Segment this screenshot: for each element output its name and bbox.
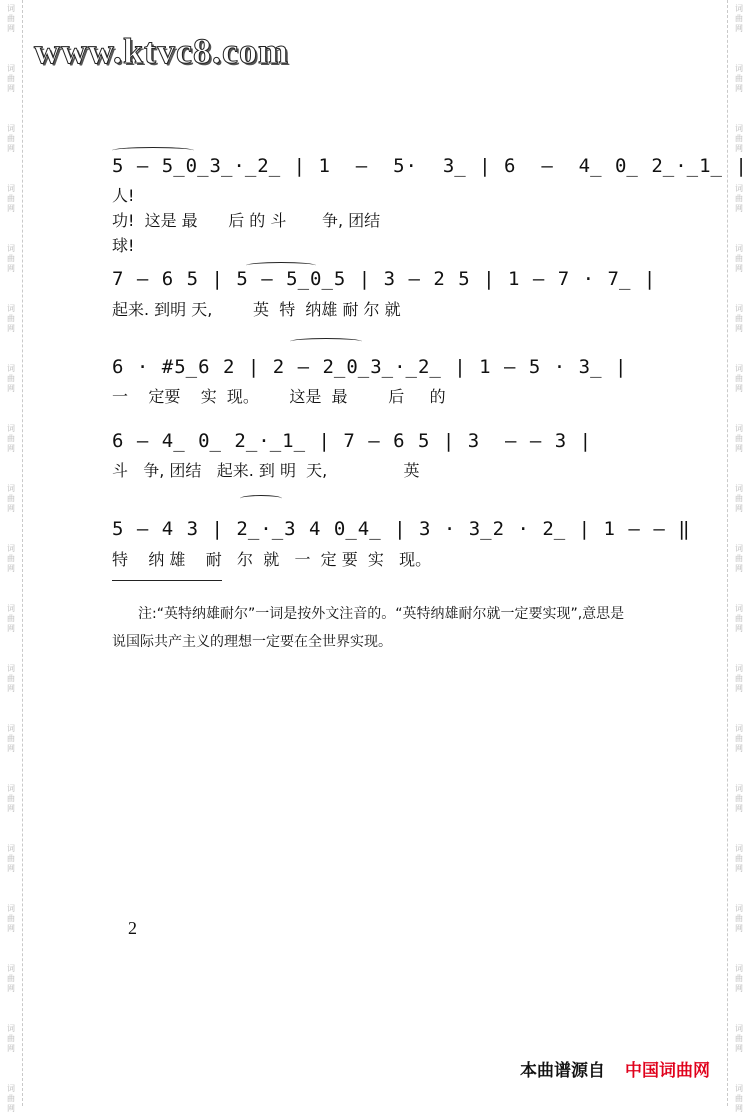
margin-watermark-text: 词 曲 网 [735,364,743,393]
source-credit [520,1056,710,1081]
margin-watermark-text: 词 曲 网 [735,4,743,33]
margin-watermark-text: 词 曲 网 [735,724,743,753]
footnote: 注:“英特纳雄耐尔”一词是按外文注音的。“英特纳雄耐尔就一定要实现”,意思是说国际共产主义的理想一定要在全世界实现。 [112,606,625,650]
margin-watermark-text: 词 曲 网 [7,4,15,33]
margin-watermark-text: 词 曲 网 [7,424,15,453]
margin-watermark-text: 词 曲 网 [7,1084,15,1113]
slur-mark [240,495,282,502]
margin-watermark-text: 词 曲 网 [7,304,15,333]
margin-watermark-text: 词 曲 网 [7,184,15,213]
margin-watermark-text: 词 曲 网 [735,544,743,573]
margin-watermark-text: 词 曲 网 [735,424,743,453]
margin-watermark-text: 词 曲 网 [7,964,15,993]
margin-watermark-text: 词 曲 网 [735,304,743,333]
score-line-4: 6 — 4̲ 0̲ 2̲·̲1̲ | 7 — 6 5 | 3 — — 3 | [112,430,593,452]
slur-mark [112,147,194,154]
margin-watermark-text: 词 曲 网 [735,184,743,213]
lyric-line-1a: 人! [112,186,135,205]
lyric-line-1b: 功! 这是 最 后 的 斗 争, 团结 [112,211,381,230]
score-line-2: 7 — 6 5 | 5 — 5̲0̲5 | 3 — 2 5 | 1 — 7 · 7̲ | [112,268,657,290]
margin-watermark-text: 词 曲 网 [7,724,15,753]
source-brand: 中国词曲网 [625,1061,710,1081]
margin-watermark-text: 词 曲 网 [7,1024,15,1053]
source-label: 本曲谱源自 [520,1061,605,1081]
margin-watermark-text: 词 曲 网 [7,664,15,693]
margin-watermark-text: 词 曲 网 [735,484,743,513]
lyric-line-3: 一 定要 实 现。 这是 最 后 的 [112,387,446,406]
margin-watermark-text: 词 曲 网 [735,964,743,993]
lyric-line-1c: 球! [112,236,135,255]
lyric-line-2: 起来. 到明 天, 英 特 纳雄 耐 尔 就 [112,300,401,319]
margin-watermark-text: 词 曲 网 [735,844,743,873]
margin-watermark-text: 词 曲 网 [735,64,743,93]
margin-watermark-text: 词 曲 网 [735,244,743,273]
margin-watermark-text: 词 曲 网 [735,904,743,933]
margin-watermark-text: 词 曲 网 [7,784,15,813]
score-line-5: 5 — 4 3 | 2̲·̲3 4 0̲4̲ | 3 · 3̲2 · 2̲ | 1 — — ‖ [112,518,691,540]
margin-watermark-text: 词 曲 网 [7,544,15,573]
margin-watermark-text: 词 曲 网 [7,364,15,393]
margin-watermark-text: 词 曲 网 [7,484,15,513]
lyric-line-4: 斗 争, 团结 起来. 到 明 天, 英 [112,461,420,480]
score-line-3: 6 · #5̲6 2 | 2 — 2̲0̲3̲·̲2̲ | 1 — 5 · 3̲ | [112,356,628,378]
margin-watermark-text: 词 曲 网 [735,604,743,633]
margin-watermark-text: 词 曲 网 [7,904,15,933]
margin-watermark-text: 词 曲 网 [735,784,743,813]
margin-watermark-text: 词 曲 网 [7,124,15,153]
score-line-1: 5 — 5̲0̲3̲·̲2̲ | 1 — 5· 3̲ | 6 — 4̲ 0̲ 2̲·̲1̲ | [112,155,748,177]
footnote-divider [112,580,222,581]
margin-watermark-text: 词 曲 网 [7,604,15,633]
margin-watermark-text: 词 曲 网 [7,844,15,873]
site-watermark: www.ktvc8.com [34,31,289,71]
margin-watermark-text: 词 曲 网 [735,664,743,693]
slur-mark [290,338,362,345]
page-number: 2 [128,918,137,938]
margin-watermark-text: 词 曲 网 [735,1024,743,1053]
margin-watermark-text: 词 曲 网 [7,244,15,273]
margin-watermark-text: 词 曲 网 [735,1084,743,1113]
lyric-line-5: 特 纳 雄 耐 尔 就 一 定 要 实 现。 [112,550,432,569]
margin-watermark-text: 词 曲 网 [735,124,743,153]
margin-watermark-text: 词 曲 网 [7,64,15,93]
